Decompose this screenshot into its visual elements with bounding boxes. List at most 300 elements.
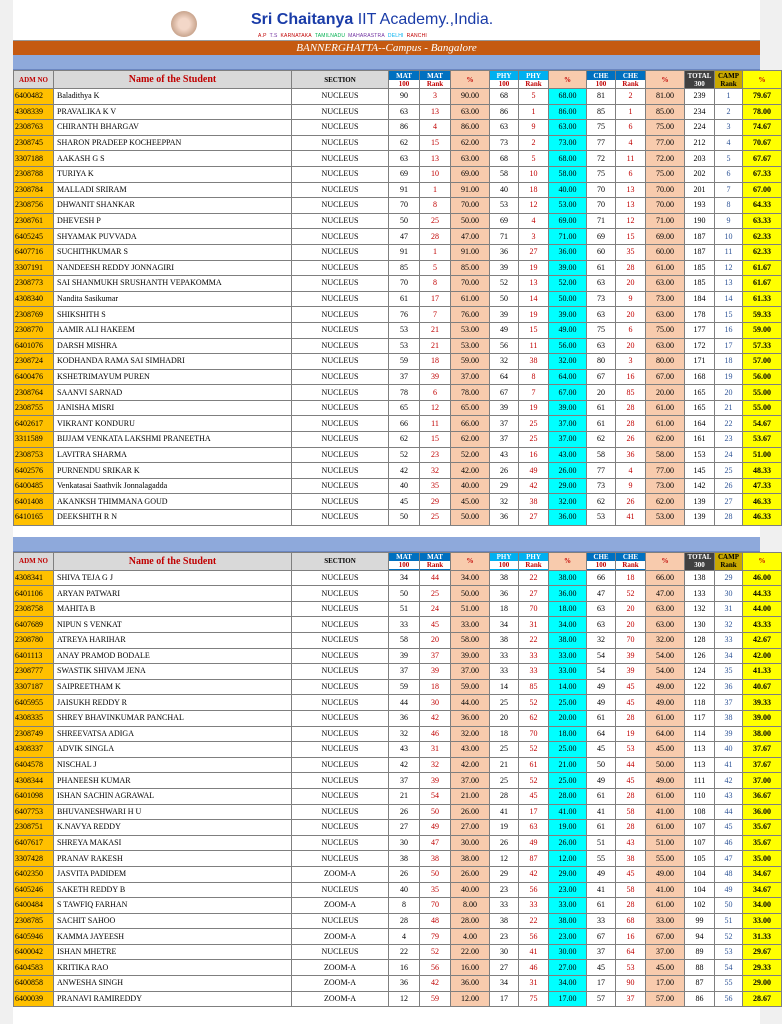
phy-pct-cell: 43.00 <box>549 447 587 463</box>
mat-marks-cell: 91 <box>389 182 420 198</box>
mat-rank-cell: 49 <box>420 820 451 836</box>
state-label: DELHI <box>387 33 404 39</box>
overall-pct-cell: 44.33 <box>743 586 782 602</box>
mat-pct-cell: 38.00 <box>451 851 490 867</box>
total-marks-cell: 202 <box>685 166 715 182</box>
state-label: RANCHI <box>406 33 428 39</box>
che-marks-cell: 41 <box>587 882 616 898</box>
mat-pct-cell: 51.00 <box>451 601 490 617</box>
total-marks-cell: 113 <box>685 757 715 773</box>
section-cell: NUCLEUS <box>292 617 389 633</box>
che-marks-cell: 58 <box>587 447 616 463</box>
che-rank-cell: 90 <box>616 976 646 992</box>
che-marks-cell: 77 <box>587 463 616 479</box>
phy-pct-cell: 39.00 <box>549 260 587 276</box>
phy-marks-cell: 41 <box>490 804 519 820</box>
phy-marks-cell: 28 <box>490 788 519 804</box>
phy-rank-cell: 52 <box>519 742 549 758</box>
phy-pct-cell: 49.00 <box>549 322 587 338</box>
che-rank-cell: 20 <box>616 276 646 292</box>
section-cell: NUCLEUS <box>292 447 389 463</box>
total-marks-cell: 104 <box>685 866 715 882</box>
mat-pct-cell: 44.00 <box>451 695 490 711</box>
phy-pct-cell: 34.00 <box>549 617 587 633</box>
che-pct-cell: 33.00 <box>646 913 685 929</box>
mat-rank-cell: 39 <box>420 773 451 789</box>
phy-pct-cell: 36.00 <box>549 586 587 602</box>
overall-pct-cell: 53.67 <box>743 432 782 448</box>
table-row <box>14 991 782 1007</box>
che-rank-cell: 28 <box>616 788 646 804</box>
camp-rank-cell: 31 <box>715 601 743 617</box>
mat-marks-cell: 21 <box>389 788 420 804</box>
mat-pct-cell: 34.00 <box>451 570 490 586</box>
section-cell: NUCLEUS <box>292 307 389 323</box>
mat-rank-cell: 25 <box>420 510 451 526</box>
phy-pct-cell: 23.00 <box>549 882 587 898</box>
table-row <box>14 276 782 292</box>
state-label: KARNATAKA <box>280 33 312 39</box>
che-marks-cell: 57 <box>587 991 616 1007</box>
institute-title <box>251 11 493 29</box>
adm-no-cell: 6402617 <box>14 416 54 432</box>
overall-pct-cell: 29.00 <box>743 976 782 992</box>
mat-pct-cell: 30.00 <box>451 835 490 851</box>
mat-marks-cell: 78 <box>389 385 420 401</box>
col-mat-header <box>389 552 420 570</box>
che-rank-cell: 20 <box>616 338 646 354</box>
total-marks-cell: 107 <box>685 835 715 851</box>
che-rank-cell: 19 <box>616 726 646 742</box>
phy-rank-cell: 12 <box>519 198 549 214</box>
camp-rank-cell: 25 <box>715 463 743 479</box>
che-rank-cell: 3 <box>616 354 646 370</box>
table-row <box>14 710 782 726</box>
student-name-cell: SUCHITHKUMAR S <box>54 244 292 260</box>
overall-pct-cell: 35.00 <box>743 851 782 867</box>
overall-pct-cell: 62.33 <box>743 244 782 260</box>
adm-no-cell: 6410165 <box>14 510 54 526</box>
camp-rank-cell: 29 <box>715 570 743 586</box>
student-name-cell: KODHANDA RAMA SAI SIMHADRI <box>54 354 292 370</box>
overall-pct-cell: 59.33 <box>743 307 782 323</box>
phy-marks-cell: 34 <box>490 976 519 992</box>
student-name-cell: BHUVANESHWARI H U <box>54 804 292 820</box>
mat-rank-cell: 24 <box>420 601 451 617</box>
mat-pct-cell: 40.00 <box>451 882 490 898</box>
camp-rank-cell: 38 <box>715 710 743 726</box>
adm-no-cell: 6401098 <box>14 788 54 804</box>
che-marks-cell: 49 <box>587 679 616 695</box>
mat-pct-cell: 70.00 <box>451 198 490 214</box>
che-pct-cell: 61.00 <box>646 260 685 276</box>
che-rank-cell: 64 <box>616 944 646 960</box>
mat-rank-cell: 79 <box>420 929 451 945</box>
section-cell: NUCLEUS <box>292 338 389 354</box>
mat-pct-cell: 53.00 <box>451 322 490 338</box>
student-name-cell: SWASTIK SHIVAM JENA <box>54 664 292 680</box>
mat-marks-cell: 63 <box>389 151 420 167</box>
adm-no-cell: 2308745 <box>14 135 54 151</box>
total-marks-cell: 190 <box>685 213 715 229</box>
che-rank-cell: 45 <box>616 695 646 711</box>
phy-pct-cell: 34.00 <box>549 976 587 992</box>
state-label: A.P <box>258 33 267 39</box>
camp-rank-cell: 46 <box>715 835 743 851</box>
section-cell: ZOOM-A <box>292 991 389 1007</box>
col-che-label: CHE <box>593 71 609 80</box>
camp-rank-cell: 36 <box>715 679 743 695</box>
total-marks-cell: 107 <box>685 820 715 836</box>
che-rank-cell: 4 <box>616 463 646 479</box>
mat-rank-cell: 70 <box>420 898 451 914</box>
adm-no-cell: 4308335 <box>14 710 54 726</box>
total-marks-cell: 130 <box>685 617 715 633</box>
che-marks-cell: 61 <box>587 788 616 804</box>
total-marks-cell: 193 <box>685 198 715 214</box>
mat-marks-cell: 37 <box>389 369 420 385</box>
mat-rank-cell: 30 <box>420 695 451 711</box>
mat-pct-cell: 12.00 <box>451 991 490 1007</box>
phy-marks-cell: 18 <box>490 726 519 742</box>
table-row <box>14 463 782 479</box>
col-che-rank-label: CHE <box>622 553 639 562</box>
che-rank-cell: 45 <box>616 866 646 882</box>
che-marks-cell: 77 <box>587 135 616 151</box>
mat-rank-cell: 46 <box>420 726 451 742</box>
adm-no-cell: 4308337 <box>14 742 54 758</box>
camp-rank-cell: 2 <box>715 104 743 120</box>
mat-rank-cell: 25 <box>420 586 451 602</box>
col-mat-header <box>389 71 420 89</box>
che-pct-cell: 61.00 <box>646 898 685 914</box>
col-total-header <box>685 71 715 89</box>
adm-no-cell: 6407753 <box>14 804 54 820</box>
che-rank-cell: 70 <box>616 633 646 649</box>
overall-pct-cell: 67.67 <box>743 151 782 167</box>
student-name-cell: SHARON PRADEEP KOCHEEPPAN <box>54 135 292 151</box>
adm-no-cell: 2308761 <box>14 213 54 229</box>
mat-marks-cell: 53 <box>389 338 420 354</box>
che-marks-cell: 32 <box>587 633 616 649</box>
mat-rank-cell: 21 <box>420 322 451 338</box>
mat-pct-cell: 26.00 <box>451 866 490 882</box>
student-name-cell: SAANVI SARNAD <box>54 385 292 401</box>
table-row <box>14 617 782 633</box>
total-marks-cell: 94 <box>685 929 715 945</box>
phy-marks-cell: 23 <box>490 929 519 945</box>
total-marks-cell: 139 <box>685 510 715 526</box>
che-marks-cell: 55 <box>587 851 616 867</box>
overall-pct-cell: 29.67 <box>743 944 782 960</box>
overall-pct-cell: 37.67 <box>743 742 782 758</box>
overall-pct-cell: 62.33 <box>743 229 782 245</box>
col-mat-rank-label: MAT <box>427 71 443 80</box>
adm-no-cell: 2308785 <box>14 913 54 929</box>
table-row <box>14 570 782 586</box>
phy-rank-cell: 61 <box>519 757 549 773</box>
phy-pct-cell: 20.00 <box>549 710 587 726</box>
student-name-cell: NISCHAL J <box>54 757 292 773</box>
che-marks-cell: 63 <box>587 307 616 323</box>
che-marks-cell: 20 <box>587 385 616 401</box>
campus-title: BANNERGHATTA--Campus - Bangalore <box>13 41 760 55</box>
che-pct-cell: 71.00 <box>646 213 685 229</box>
overall-pct-cell: 36.00 <box>743 804 782 820</box>
section-cell: NUCLEUS <box>292 695 389 711</box>
section-cell: NUCLEUS <box>292 633 389 649</box>
mat-marks-cell: 32 <box>389 726 420 742</box>
student-name-cell: CHIRANTH BHARGAV <box>54 120 292 136</box>
phy-rank-cell: 27 <box>519 244 549 260</box>
mat-pct-cell: 63.00 <box>451 104 490 120</box>
che-pct-cell: 61.00 <box>646 416 685 432</box>
phy-pct-cell: 27.00 <box>549 960 587 976</box>
che-pct-cell: 63.00 <box>646 338 685 354</box>
total-marks-cell: 239 <box>685 89 715 105</box>
total-marks-cell: 138 <box>685 570 715 586</box>
total-marks-cell: 133 <box>685 586 715 602</box>
table-row <box>14 151 782 167</box>
col-che-sublabel: 100 <box>587 561 615 569</box>
che-pct-cell: 63.00 <box>646 617 685 633</box>
phy-rank-cell: 75 <box>519 991 549 1007</box>
table-row <box>14 648 782 664</box>
phy-pct-cell: 17.00 <box>549 991 587 1007</box>
phy-marks-cell: 64 <box>490 369 519 385</box>
overall-pct-cell: 43.33 <box>743 617 782 633</box>
institute-logo-icon <box>171 11 197 37</box>
section-cell: NUCLEUS <box>292 742 389 758</box>
phy-pct-cell: 67.00 <box>549 385 587 401</box>
mat-rank-cell: 31 <box>420 742 451 758</box>
che-rank-cell: 45 <box>616 679 646 695</box>
student-name-cell: VIKRANT KONDURU <box>54 416 292 432</box>
mat-rank-cell: 48 <box>420 913 451 929</box>
table-row <box>14 104 782 120</box>
adm-no-cell: 6404583 <box>14 960 54 976</box>
table-row <box>14 788 782 804</box>
phy-pct-cell: 30.00 <box>549 944 587 960</box>
phy-pct-cell: 33.00 <box>549 664 587 680</box>
che-rank-cell: 26 <box>616 432 646 448</box>
section-cell: NUCLEUS <box>292 773 389 789</box>
mat-pct-cell: 8.00 <box>451 898 490 914</box>
camp-rank-cell: 37 <box>715 695 743 711</box>
che-pct-cell: 60.00 <box>646 244 685 260</box>
table-row <box>14 135 782 151</box>
phy-rank-cell: 38 <box>519 354 549 370</box>
mat-marks-cell: 47 <box>389 229 420 245</box>
phy-rank-cell: 2 <box>519 135 549 151</box>
table-row <box>14 664 782 680</box>
mat-pct-cell: 37.00 <box>451 369 490 385</box>
col-che-rank-header <box>616 71 646 89</box>
col-phy-pct-header: % <box>549 552 587 570</box>
mat-marks-cell: 36 <box>389 710 420 726</box>
mat-rank-cell: 13 <box>420 104 451 120</box>
mat-marks-cell: 85 <box>389 260 420 276</box>
section-cell: NUCLEUS <box>292 135 389 151</box>
mat-marks-cell: 26 <box>389 804 420 820</box>
mat-rank-cell: 45 <box>420 617 451 633</box>
adm-no-cell: 3307188 <box>14 151 54 167</box>
section-cell: NUCLEUS <box>292 944 389 960</box>
che-rank-cell: 45 <box>616 773 646 789</box>
che-marks-cell: 62 <box>587 494 616 510</box>
col-mat-label: MAT <box>396 71 412 80</box>
section-cell: NUCLEUS <box>292 89 389 105</box>
total-marks-cell: 126 <box>685 648 715 664</box>
adm-no-cell: 4308341 <box>14 570 54 586</box>
mat-pct-cell: 70.00 <box>451 276 490 292</box>
institute-brand: Sri Chaitanya <box>251 11 354 28</box>
phy-rank-cell: 62 <box>519 710 549 726</box>
che-rank-cell: 11 <box>616 151 646 167</box>
che-pct-cell: 20.00 <box>646 385 685 401</box>
overall-pct-cell: 46.33 <box>743 494 782 510</box>
overall-pct-cell: 42.00 <box>743 648 782 664</box>
mat-pct-cell: 27.00 <box>451 820 490 836</box>
camp-rank-cell: 14 <box>715 291 743 307</box>
che-rank-cell: 20 <box>616 307 646 323</box>
result-sheet <box>13 0 771 1024</box>
section-cell: NUCLEUS <box>292 385 389 401</box>
student-name-cell: AAKASH G S <box>54 151 292 167</box>
section-cell: NUCLEUS <box>292 726 389 742</box>
col-adm-no-header: ADM NO <box>14 71 54 89</box>
che-pct-cell: 45.00 <box>646 960 685 976</box>
table-row <box>14 369 782 385</box>
col-section-header: SECTION <box>292 552 389 570</box>
camp-rank-cell: 10 <box>715 229 743 245</box>
adm-no-cell: 6407716 <box>14 244 54 260</box>
section-cell: ZOOM-A <box>292 866 389 882</box>
phy-marks-cell: 27 <box>490 960 519 976</box>
phy-rank-cell: 19 <box>519 260 549 276</box>
overall-pct-cell: 39.33 <box>743 695 782 711</box>
total-marks-cell: 104 <box>685 882 715 898</box>
adm-no-cell: 3307428 <box>14 851 54 867</box>
phy-pct-cell: 58.00 <box>549 166 587 182</box>
overall-pct-cell: 55.00 <box>743 400 782 416</box>
phy-marks-cell: 26 <box>490 835 519 851</box>
student-name-cell: SAIPREETHAM K <box>54 679 292 695</box>
phy-marks-cell: 18 <box>490 601 519 617</box>
che-rank-cell: 52 <box>616 586 646 602</box>
section-cell: NUCLEUS <box>292 104 389 120</box>
mat-marks-cell: 26 <box>389 866 420 882</box>
adm-no-cell: 2308753 <box>14 447 54 463</box>
total-marks-cell: 122 <box>685 679 715 695</box>
mat-marks-cell: 50 <box>389 213 420 229</box>
mat-marks-cell: 30 <box>389 835 420 851</box>
section-cell: NUCLEUS <box>292 913 389 929</box>
overall-pct-cell: 47.33 <box>743 478 782 494</box>
phy-marks-cell: 38 <box>490 570 519 586</box>
camp-rank-cell: 44 <box>715 804 743 820</box>
che-pct-cell: 61.00 <box>646 710 685 726</box>
total-marks-cell: 86 <box>685 991 715 1007</box>
overall-pct-cell: 46.00 <box>743 570 782 586</box>
camp-rank-cell: 23 <box>715 432 743 448</box>
mat-pct-cell: 37.00 <box>451 773 490 789</box>
overall-pct-cell: 34.67 <box>743 882 782 898</box>
mat-pct-cell: 76.00 <box>451 307 490 323</box>
che-rank-cell: 58 <box>616 804 646 820</box>
total-marks-cell: 201 <box>685 182 715 198</box>
phy-rank-cell: 33 <box>519 648 549 664</box>
phy-pct-cell: 21.00 <box>549 757 587 773</box>
table-row <box>14 510 782 526</box>
student-name-cell: Venkatasai Saathvik Jonnalagadda <box>54 478 292 494</box>
che-marks-cell: 49 <box>587 695 616 711</box>
che-pct-cell: 54.00 <box>646 648 685 664</box>
total-marks-cell: 132 <box>685 601 715 617</box>
adm-no-cell: 6402576 <box>14 463 54 479</box>
phy-rank-cell: 27 <box>519 586 549 602</box>
adm-no-cell: 6401106 <box>14 586 54 602</box>
phy-rank-cell: 5 <box>519 89 549 105</box>
mat-pct-cell: 85.00 <box>451 260 490 276</box>
table-row <box>14 478 782 494</box>
states-strip <box>258 33 430 39</box>
table-row <box>14 679 782 695</box>
phy-rank-cell: 38 <box>519 494 549 510</box>
table-row <box>14 726 782 742</box>
che-pct-cell: 72.00 <box>646 151 685 167</box>
phy-rank-cell: 25 <box>519 416 549 432</box>
student-name-cell: KAMMA JAYEESH <box>54 929 292 945</box>
phy-rank-cell: 87 <box>519 851 549 867</box>
camp-rank-cell: 21 <box>715 400 743 416</box>
phy-marks-cell: 32 <box>490 354 519 370</box>
phy-pct-cell: 28.00 <box>549 788 587 804</box>
che-pct-cell: 61.00 <box>646 400 685 416</box>
adm-no-cell: 6407617 <box>14 835 54 851</box>
overall-pct-cell: 31.33 <box>743 929 782 945</box>
col-che-label: CHE <box>593 553 609 562</box>
che-pct-cell: 58.00 <box>646 447 685 463</box>
mat-pct-cell: 16.00 <box>451 960 490 976</box>
student-name-cell: MAHITA B <box>54 601 292 617</box>
col-phy-rank-header <box>519 71 549 89</box>
col-section-header: SECTION <box>292 71 389 89</box>
phy-marks-cell: 33 <box>490 648 519 664</box>
student-name-cell: PRANAV RAKESH <box>54 851 292 867</box>
student-name-cell: PHANEESH KUMAR <box>54 773 292 789</box>
student-name-cell: ARYAN PATWARI <box>54 586 292 602</box>
overall-pct-cell: 78.00 <box>743 104 782 120</box>
phy-rank-cell: 27 <box>519 510 549 526</box>
section-cell: NUCLEUS <box>292 166 389 182</box>
overall-pct-cell: 61.33 <box>743 291 782 307</box>
overall-pct-cell: 42.67 <box>743 633 782 649</box>
camp-rank-cell: 15 <box>715 307 743 323</box>
adm-no-cell: 6405245 <box>14 229 54 245</box>
che-pct-cell: 80.00 <box>646 354 685 370</box>
camp-rank-cell: 34 <box>715 648 743 664</box>
phy-marks-cell: 21 <box>490 757 519 773</box>
state-label: TAMILNADU <box>314 33 346 39</box>
phy-rank-cell: 19 <box>519 307 549 323</box>
student-name-cell: ANAY PRAMOD BODALE <box>54 648 292 664</box>
camp-rank-cell: 49 <box>715 882 743 898</box>
col-camp-rank-sublabel: Rank <box>720 79 737 88</box>
che-rank-cell: 15 <box>616 229 646 245</box>
mat-pct-cell: 37.00 <box>451 664 490 680</box>
section-cell: NUCLEUS <box>292 710 389 726</box>
